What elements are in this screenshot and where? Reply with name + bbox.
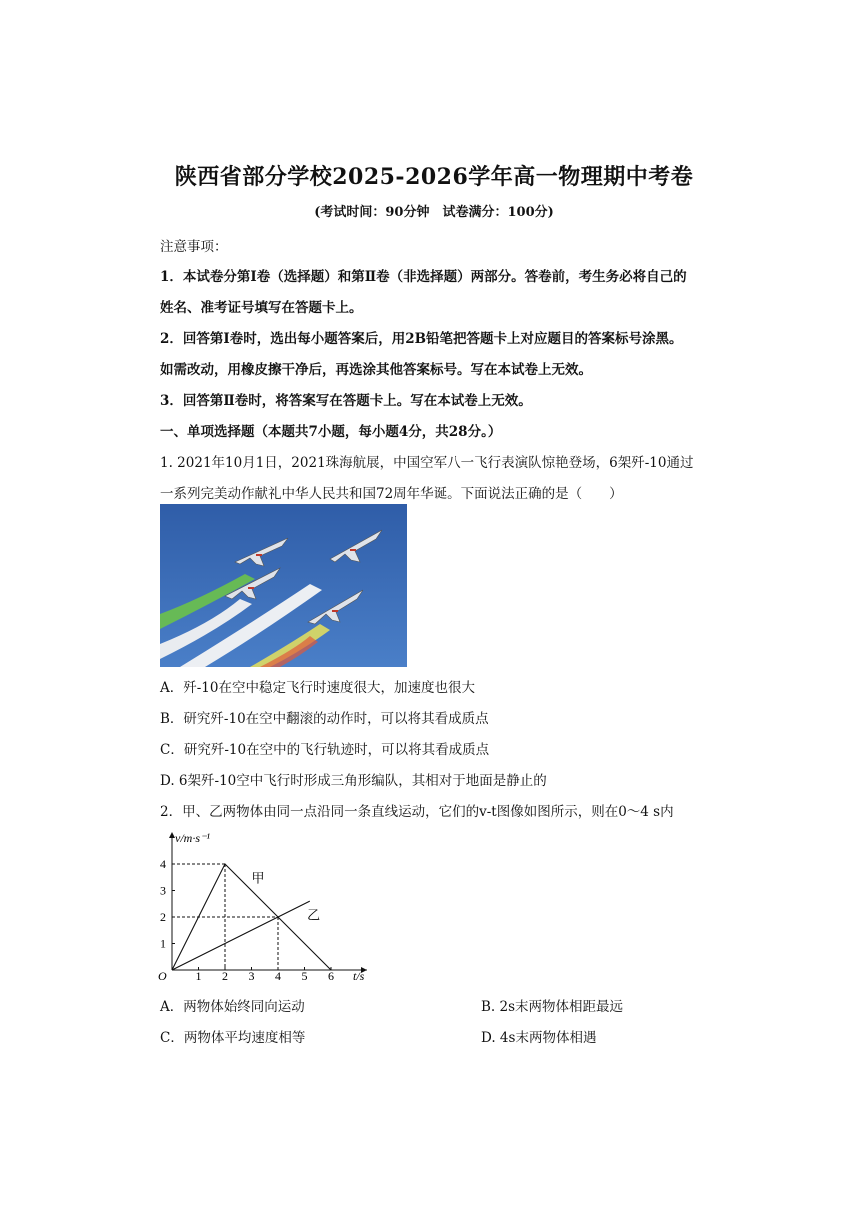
note-2-line-1: 2．回答第Ⅰ卷时，选出每小题答案后，用2B铅笔把答题卡上对应题目的答案标号涂黑。 <box>160 331 683 347</box>
note-3: 3．回答第Ⅱ卷时，将答案写在答题卡上。写在本试卷上无效。 <box>160 393 532 409</box>
q1-option-a: A．歼-10在空中稳定飞行时速度很大，加速度也很大 <box>160 680 475 696</box>
x-axis-label: t/s <box>353 969 365 983</box>
q1-option-b: B．研究歼-10在空中翻滚的动作时，可以将其看成质点 <box>160 711 489 727</box>
series-label-jia: 甲 <box>251 870 265 886</box>
x-tick-label: 6 <box>328 969 334 983</box>
q2-stem: 2．甲、乙两物体由同一点沿同一条直线运动，它们的v-t图像如图所示，则在0～4 s内 <box>160 804 674 820</box>
y-tick-label: 2 <box>160 910 166 924</box>
jets-photo <box>160 504 407 667</box>
q2-option-c: C．两物体平均速度相等 <box>160 1030 306 1046</box>
x-tick-label: 5 <box>301 969 308 983</box>
series-line-yi <box>172 901 310 970</box>
q1-stem-line-2: 一系列完美动作献礼中华人民共和国72周年华诞。下面说法正确的是（ ） <box>160 486 623 502</box>
q2-option-a: A．两物体始终同向运动 <box>160 999 305 1015</box>
y-tick-label: 4 <box>160 857 166 871</box>
x-tick-label: 3 <box>248 969 255 983</box>
vt-graph <box>155 828 375 983</box>
note-2-line-2: 如需改动，用橡皮擦干净后，再选涂其他答案标号。写在本试卷上无效。 <box>160 362 592 378</box>
notes-heading: 注意事项： <box>160 239 228 255</box>
y-tick-label: 3 <box>160 883 166 898</box>
x-tick-label: 1 <box>195 969 202 983</box>
x-tick-label: 2 <box>222 969 228 983</box>
q1-option-d: D. 6架歼-10空中飞行时形成三角形编队，其相对于地面是静止的 <box>160 773 547 789</box>
section-heading: 一、单项选择题（本题共7小题，每小题4分，共28分。） <box>160 424 502 440</box>
y-tick-label: 1 <box>160 936 166 951</box>
note-1-line-1: 1．本试卷分第Ⅰ卷（选择题）和第Ⅱ卷（非选择题）两部分。答卷前，考生务必将自己的 <box>160 269 687 285</box>
exam-info: (考试时间：90分钟 试卷满分：100分) <box>314 205 554 220</box>
q1-stem-line-1: 1. 2021年10月1日，2021珠海航展，中国空军八一飞行表演队惊艳登场，6架歼-10通过 <box>160 455 694 471</box>
x-tick-label: 4 <box>275 969 281 983</box>
note-1-line-2: 姓名、准考证号填写在答题卡上。 <box>160 300 363 316</box>
origin-label: O <box>158 969 167 983</box>
q2-option-d: D. 4s末两物体相遇 <box>481 1030 597 1046</box>
y-axis-label: v/m·s⁻¹ <box>175 831 210 845</box>
page-title: 陕西省部分学校2025-2026学年高一物理期中考卷 <box>174 164 694 190</box>
q1-option-c: C．研究歼-10在空中的飞行轨迹时，可以将其看成质点 <box>160 742 490 758</box>
series-label-yi: 乙 <box>307 907 321 923</box>
q2-option-b: B. 2s末两物体相距最远 <box>481 999 624 1015</box>
